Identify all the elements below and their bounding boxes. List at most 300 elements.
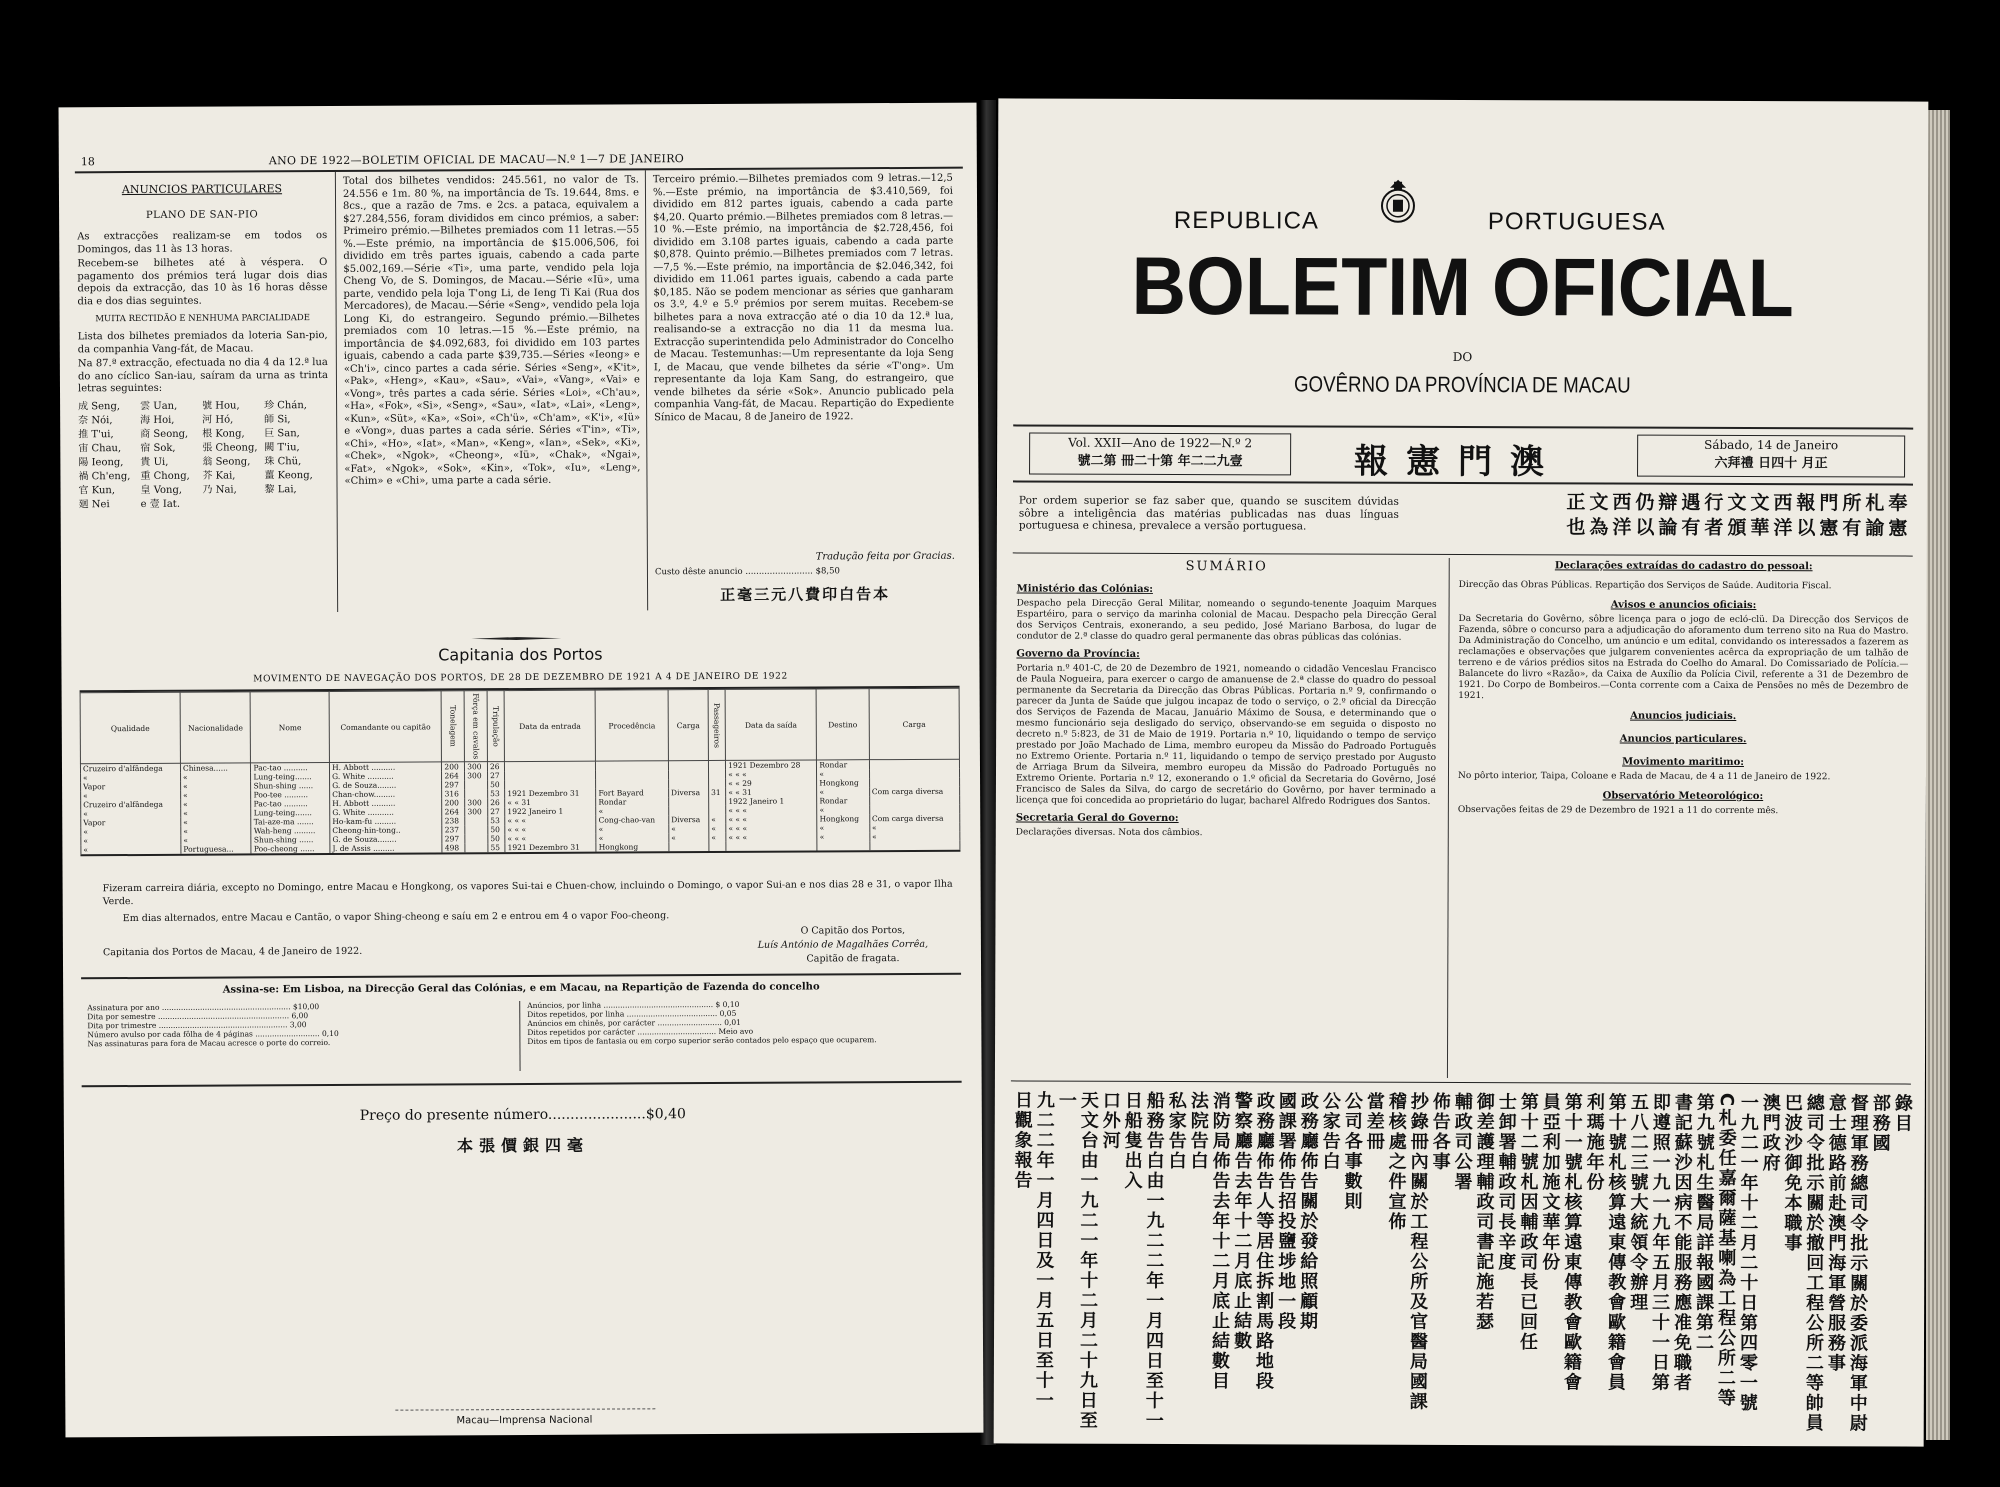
letter: 商 Seong, xyxy=(140,428,189,440)
table-cell xyxy=(869,769,959,778)
chinese-glyph: 憲 xyxy=(1819,517,1839,540)
table-cell: 1921 Dezembro 28 xyxy=(726,760,817,770)
observatorio-text: Observações feitas de 29 de Dezembro de 1921 a 11 do corrente mês. xyxy=(1457,804,1779,817)
table-cell: « xyxy=(817,823,869,832)
table-cell xyxy=(465,816,488,825)
table-cell: « « « xyxy=(505,816,596,825)
chinese-toc-column: 總司令批示關於撤回工程公所二等帥員 xyxy=(1802,1093,1825,1434)
assina-line: Número avulso por cada fôlha de 4 páginas ........................... 0,10 xyxy=(87,1028,339,1040)
table-cell: Hongkong xyxy=(596,842,669,851)
table-cell: « xyxy=(596,833,669,842)
notice-chinese-column xyxy=(1818,491,1840,551)
chinese-toc-column: 佈告各事 xyxy=(1429,1091,1451,1172)
plano-title: PLANO DE SAN-PIO xyxy=(145,209,259,221)
table-cell: G. de Souza........ xyxy=(330,834,442,844)
volume-box xyxy=(1029,432,1291,475)
table-cell: 31 xyxy=(709,788,726,797)
table-cell: « xyxy=(181,835,252,844)
right-page xyxy=(994,98,1929,1446)
table-cell xyxy=(505,780,596,789)
table-cell xyxy=(817,841,869,850)
table-cell: 200 xyxy=(442,798,465,807)
col-nome: Nome xyxy=(251,692,330,763)
table-cell: « « 31 xyxy=(726,787,817,796)
assina-line: Nas assinaturas para fora de Macau acresce o porte do correio. xyxy=(87,1038,331,1049)
chinese-toc-column: 員亞利加施文華年份 xyxy=(1539,1092,1561,1273)
chinese-glyph: 仍 xyxy=(1635,491,1655,514)
avisos-heading: Avisos e anuncios oficiais: xyxy=(1610,599,1757,612)
chinese-toc-column: 公家告白 xyxy=(1319,1091,1341,1172)
letter: 皇 Vong, xyxy=(140,484,183,496)
table-cell: 300 xyxy=(465,771,488,780)
date-box xyxy=(1637,435,1905,478)
table-cell: Lung-teing....... xyxy=(251,772,330,781)
chinese-toc-column: 輔政司公署 xyxy=(1451,1091,1473,1193)
table-cell: Pac-tao .......... xyxy=(251,799,330,808)
table-cell: 300 xyxy=(465,762,488,772)
table-cell xyxy=(465,825,488,834)
masthead-do: DO xyxy=(1452,349,1473,365)
chinese-toc-column: 書記蘇沙因病不能服務應准免職者 xyxy=(1670,1092,1693,1393)
volume-chinese: 號二第 冊二十第 年二二九壹 xyxy=(1077,453,1243,470)
table-cell: 316 xyxy=(442,789,465,798)
col-tonelagem: Tonelagem xyxy=(442,691,465,762)
table-cell: 53 xyxy=(488,816,505,825)
table-cell: « xyxy=(817,787,869,796)
table-cell: 264 xyxy=(442,771,465,780)
table-cell xyxy=(869,778,959,787)
notice-chinese-column xyxy=(1565,490,1587,550)
table-cell: « « « xyxy=(726,823,817,832)
notice-chinese-column xyxy=(1611,491,1633,551)
governo-heading: Governo da Província: xyxy=(1016,648,1140,660)
letters-col-1 xyxy=(78,399,141,511)
subscription-box xyxy=(81,973,962,1088)
chinese-toc-column: 口外河 xyxy=(1099,1090,1121,1151)
table-cell: « xyxy=(181,808,252,817)
col-nacionalidade: Nacionalidade xyxy=(180,692,251,763)
chinese-glyph: 以 xyxy=(1796,517,1816,540)
notice-chinese-column xyxy=(1726,491,1748,551)
masthead-chinese: 報憲門澳 xyxy=(1354,441,1563,483)
table-cell: 300 xyxy=(465,798,488,807)
declaracoes-text: Direcção das Obras Públicas. Repartição dos Serviços de Saúde. Auditoria Fiscal. xyxy=(1458,579,1832,592)
sumario-left xyxy=(1016,558,1437,839)
secretaria-heading: Secretaria Geral do Governo: xyxy=(1015,812,1179,825)
table-cell: « xyxy=(81,791,181,801)
chinese-toc-column: 政務廳佈告關於發給照顧期 xyxy=(1297,1091,1319,1332)
anuncios-judiciais: Anuncios judiciais. xyxy=(1630,710,1737,722)
col-data-saida: Data da saída xyxy=(725,689,817,761)
table-cell: Rondar xyxy=(596,797,669,806)
imprensa: Macau—Imprensa Nacional xyxy=(456,1414,593,1427)
chinese-glyph: 論 xyxy=(1658,516,1678,539)
table-cell: Vapor xyxy=(81,782,181,792)
table-cell: « xyxy=(181,826,252,835)
table-cell xyxy=(709,842,726,851)
letter: 乃 Nai, xyxy=(202,483,237,496)
para-lista: Lista dos bilhetes premiados da loteria San-pio, da companhia Vang-fát, de Macau. xyxy=(77,330,328,355)
chinese-glyph: 文 xyxy=(1589,491,1609,514)
notice-chinese-column xyxy=(1703,491,1725,551)
col-destino: Destino xyxy=(816,689,869,760)
chinese-toc-column: C札委任嘉爾薩基喇為工程公所二等 xyxy=(1714,1092,1737,1409)
chinese-toc-column: 督理軍務總司令批示關於委派海軍中尉 xyxy=(1846,1093,1869,1434)
chinese-toc-column: 意士德路前赴澳門海軍營服務事 xyxy=(1824,1093,1847,1374)
col-forca: Fôrça em cavalos xyxy=(464,691,487,762)
chinese-toc-column: 利瑪施年份 xyxy=(1583,1092,1605,1193)
table-cell: Wah-heng ......... xyxy=(251,826,330,835)
secretaria-text: Declarações diversas. Nota dos câmbios. xyxy=(1015,827,1203,839)
table-cell: « « « xyxy=(726,814,817,823)
notice-chinese-column xyxy=(1772,491,1794,551)
chinese-glyph: 為 xyxy=(1589,516,1609,539)
masthead-rule-2 xyxy=(1013,480,1913,485)
chinese-glyph: 有 xyxy=(1842,517,1862,540)
chinese-glyph: 所 xyxy=(1842,492,1862,515)
letter: 官 Kun, xyxy=(78,484,116,496)
chinese-glyph: 札 xyxy=(1865,492,1885,515)
letter: 根 Kong, xyxy=(202,427,245,440)
col-data-entrada: Data da entrada xyxy=(504,690,596,762)
table-cell: Ho-kam-fu ......... xyxy=(330,816,442,826)
table-cell: « xyxy=(81,809,181,819)
column-rule xyxy=(335,172,338,612)
table-cell: 300 xyxy=(465,807,488,816)
table-cell: « xyxy=(181,781,252,790)
chinese-table-of-contents xyxy=(1012,1090,1913,1433)
table-cell: 53 xyxy=(488,789,505,798)
letters-grid xyxy=(78,399,329,512)
chinese-toc-column: 九二二年一月四日及一月五日至十一 xyxy=(1032,1090,1055,1411)
letter: 成 Seng, xyxy=(78,400,121,412)
table-cell: 264 xyxy=(442,807,465,816)
ministerio-heading: Ministério das Colónias: xyxy=(1016,583,1153,595)
table-cell: Pac-tao .......... xyxy=(251,763,330,773)
traducao: Tradução feita por Gracias. xyxy=(815,550,955,563)
letter: 宙 Chau, xyxy=(78,442,122,454)
sumario-right xyxy=(1458,560,1909,818)
chinese-toc-column: 消防局佈告去年十二月底止結數目 xyxy=(1208,1091,1231,1392)
column-rule xyxy=(645,170,648,610)
letter: 陽 Ieong, xyxy=(78,456,124,468)
table-cell xyxy=(596,761,669,771)
running-head: ANO DE 1922—BOLETIM OFICIAL DE MACAU—N.º 1—7 DE JANEIRO xyxy=(268,152,685,168)
table-cell: « « « xyxy=(726,769,817,778)
letter: 海 Hoi, xyxy=(140,414,175,426)
notice-chinese-column xyxy=(1864,491,1886,551)
table-cell: 297 xyxy=(442,780,465,789)
chinese-toc-column: 巴波沙御免本職事 xyxy=(1781,1093,1803,1254)
col-qualidade: Qualidade xyxy=(80,692,180,764)
letter: 巨 San, xyxy=(264,427,300,439)
table-cell: 55 xyxy=(488,843,505,852)
custo-chinese: 正毫三元八費印白告本 xyxy=(720,584,891,604)
chinese-glyph: 也 xyxy=(1566,516,1586,539)
premios-column: Total dos bilhetes vendidos: 245.561, no valor de Ts. 24.556 e 1m. 80 %, na importância de Ts. 19.644, 8ms. e 8cs., que a razão de 7ms. e 2cs. a pataca, equivalem a $27.284,556, foram divididos em cinco prémios, a saber: Primeiro prémio.—Bilhetes premiados com 11 letras.—55 %.—Este prémio, na importância de $15.006,506, foi dividido em três partes iguais, cabendo a cada parte $5.002,169.—Série «Ti», uma parte, vendido pela loja Cheng Vo, de S. Domingos, de Macau.—Série «Iü», uma parte, vendido pela loja T'ong Li, de Ieng Ti Kai (Rua dos Mercadores), de Macau.—Série «Seng», vendido pela loja Long Ki, do estrangeiro. Segundo prémio.—Bilhetes premiados com 10 letras.—15 %.—Este prémio, na importância de $4.092,683, foi dividido em 103 partes iguais, cabendo a cada parte $39,735.—Séries «Ieong» e «Ch'i», cinco partes a cada série. Séries «Seng», «K'it», «Pak», «Heng», «Kau», «Sau», «Vai», «Vang», «Vai» e «Vong», três partes a cada série. Séries «Loi», «Ch'au», «Ha», «Fok», «Si», «Seng», «Sau», «Iat», «Lai», «Leng», «Kun», «Süt», «Ka», «Soi», «Ch'ü», «Ch'am», «K'i», «Iü» e «Vong», duas partes a cada série. Séries «T'in», «Ti», «Chi», «Ho», «Iat», «Man», «Keng», «Ian», «Sek», «Ki», «Chek», «Ngok», «Cheong», «Iü», «Chak», «Ngai», «Fat», «Ngok», «Sok», «Kin», «Tok», «Iu», «Leng», «Chim» e «Chi», uma parte a cada série. xyxy=(342,174,641,487)
table-cell: « xyxy=(669,833,709,842)
chinese-glyph: 門 xyxy=(1819,492,1839,515)
letter: 河 Hó, xyxy=(202,414,234,426)
chinese-glyph: 憲 xyxy=(1888,517,1908,540)
table-cell: « « « xyxy=(505,834,596,843)
chinese-toc-column: 錄目 xyxy=(1891,1093,1913,1134)
letter: 雲 Uan, xyxy=(140,400,178,412)
table-cell: « xyxy=(817,832,869,841)
notice-chinese-column xyxy=(1680,491,1702,551)
anuncios-title: ANUNCIOS PARTICULARES xyxy=(121,182,283,197)
page-edges xyxy=(1926,110,1950,1440)
col-carga: Carga xyxy=(668,690,708,761)
table-cell: Shun-shing ...... xyxy=(251,835,330,844)
table-cell: 50 xyxy=(488,825,505,834)
notice-rule xyxy=(1013,552,1913,556)
chinese-toc-column: 船務告白由一九二二年一月四日至十一日船隻出入 xyxy=(1121,1090,1165,1431)
table-cell xyxy=(726,841,817,850)
table-cell: « xyxy=(596,824,669,833)
letter: 貴 Ui, xyxy=(140,456,169,468)
chinese-glyph: 報 xyxy=(1796,492,1816,515)
table-cell: Diversa xyxy=(669,815,709,824)
sumario-title: SUMÁRIO xyxy=(1185,559,1268,575)
chinese-toc-column: 警察廳告去年十二月底止結數 xyxy=(1230,1091,1253,1352)
date-label: Sábado, 14 de Janeiro xyxy=(1704,437,1839,453)
table-cell: Vapor xyxy=(81,818,181,828)
table-cell: Shun-shing ...... xyxy=(251,781,330,790)
table-cell: Tai-aze-ma ....... xyxy=(251,817,330,826)
table-cell xyxy=(709,779,726,788)
table-cell: Com carga diversa xyxy=(869,787,959,796)
table-cell: « xyxy=(709,824,726,833)
signature-rank: Capitão de fragata. xyxy=(806,953,900,965)
col-procedencia: Procedência xyxy=(595,690,668,761)
signature-title: O Capitão dos Portos, xyxy=(800,924,906,937)
chinese-glyph: 遇 xyxy=(1681,491,1701,514)
table-cell: 200 xyxy=(442,762,465,772)
letter: 珍 Chán, xyxy=(264,399,307,411)
para-extraccao87: Na 87.ª extracção, efectuada no dia 4 da 12.ª lua do ano cíclico San-iau, saíram da urna as trinta letras seguintes: xyxy=(77,357,328,395)
movimento-heading: Movimento maritimo: xyxy=(1622,756,1744,768)
table-cell: « xyxy=(869,823,959,832)
notice-chinese-column xyxy=(1588,490,1610,550)
table-cell xyxy=(668,779,708,788)
letters-col-2 xyxy=(140,399,203,511)
table-cell xyxy=(505,761,596,771)
ornament-rule xyxy=(471,637,561,640)
governo-text: Portaria n.º 401-C, de 20 de Dezembro de 1921, nomeando o cidadão Venceslau Francisco de Paula Nogueira, para exercer o cargo de amanuense de 2.ª classe do quadro do pessoal permanente da Secretaria da Direcção das Obras Públicas. Portaria n.º 9, confirmando o parecer da Junta de Saúde que julgou incapaz de todo o serviço, o 2.º oficial da Direcção dos Serviços de Fazenda de Macau, Januário Máximo de Sousa, e determinando que o mesmo funcionário seja desligado do serviço, observando-se em seguida o disposto no decreto n.º 5:823, de 31 de Maio de 1919. Portaria n.º 10, liquidando o tempo de serviço prestado por João Machado de Lima, membro europeu da Missão do Padroado Português no Extremo Oriente. Portaria n.º 11, liquidando o tempo de serviço prestado por Augusto de Arriaga Brum da Silveira, membro europeu da Missão do Padroado Português no Extremo Oriente. Portaria n.º 12, exonerando o 1.º oficial da Secretaria do Govêrno, José Francisco de Sales da Silva, do cargo de secretário do Govêrno, por haver terminado a licença que foi concedida ao proprietário do lugar, bacharel Alfredo Rodrigues dos Santos. xyxy=(1015,663,1437,807)
table-cell: Poo-cheong ...... xyxy=(251,844,330,853)
chinese-glyph: 奉 xyxy=(1888,492,1908,515)
chinese-toc-column: 國課署佈告招投鹽埗地一段 xyxy=(1275,1091,1297,1332)
chinese-glyph: 者 xyxy=(1704,516,1724,539)
movimento-title: MOVIMENTO DE NAVEGAÇÃO DOS PORTOS, DE 28 DE DEZEMBRO DE 1921 A 4 DE JANEIRO DE 1922 xyxy=(253,671,788,685)
chinese-glyph: 西 xyxy=(1612,491,1632,514)
table-cell: Cong-chao-van xyxy=(596,815,669,824)
chinese-toc-column: 御差護理輔政司書記施若瑟 xyxy=(1473,1092,1495,1333)
avisos-text: Da Secretaria do Govêrno, sôbre licença para o jogo de ecló-clü. Da Direcção dos Serviços de Fazenda, sôbre o concurso para a adjudicação do aforamento dum terreno sito na Rua do Mastro. Da Administração do Concelho, um anúncio e um edital, convidando os interessados a fazerem as reclamações e observações que julgarem convenientes acêrca da expropriação de um talhão de terreno e de vários prédios sitos na Estrada do Coelho do Amaral. Do Comissariado de Polícia.—Balancete do livro «Razão», da Caixa de Auxílio da Polícia Civil, referente a 31 de Dezembro de 1921. Do Corpo de Bombeiros.—Conta corrente com a Caixa de Pensões no mês de Dezembro de 1921. xyxy=(1458,613,1909,702)
assina-line: Assinatura por ano ...................................................... $10,00 xyxy=(87,1002,320,1013)
chinese-toc-column: 士卸署輔政司長辛度 xyxy=(1495,1092,1517,1273)
note-alternados: Em dias alternados, entre Macau e Cantão, o vapor Shing-cheong e saíu em 2 e entrou em 4 o vapor Foo-cheong. xyxy=(122,910,670,925)
table-cell: Chan-chow......... xyxy=(330,789,442,799)
table-cell xyxy=(709,806,726,815)
letter: 宿 Sok, xyxy=(140,442,176,454)
navigation-table xyxy=(80,686,961,857)
table-cell: « xyxy=(817,805,869,814)
chinese-toc-column: 當差冊 xyxy=(1363,1091,1385,1152)
table-cell: J. de Assis ......... xyxy=(330,843,442,853)
table-cell xyxy=(668,770,708,779)
assina-left xyxy=(87,1001,507,1048)
table-cell: « xyxy=(181,799,252,808)
letters-col-3 xyxy=(202,399,265,511)
declaracoes-heading: Declarações extraídas do cadastro do pessoal: xyxy=(1554,560,1813,573)
chinese-glyph: 華 xyxy=(1750,517,1770,540)
movimento-text: No pôrto interior, Taipa, Coloane e Rada de Macau, de 4 a 11 de Janeiro de 1922. xyxy=(1457,770,1831,783)
letter: 黎 Lai, xyxy=(264,483,297,495)
observatorio-heading: Observatório Meteorológico: xyxy=(1602,790,1764,803)
chinese-glyph: 正 xyxy=(1566,491,1586,514)
anuncios-column xyxy=(77,176,329,512)
premios-column-2 xyxy=(653,173,955,605)
table-cell: « xyxy=(181,790,252,799)
assina-line: Anúncios em chinês, por carácter ........................... 0,01 xyxy=(527,1017,741,1028)
table-cell: Chinesa...... xyxy=(180,763,251,773)
table-cell: Hongkong xyxy=(817,778,869,787)
letter: 廻 Nei xyxy=(78,498,110,510)
para-extraccoes: As extracções realizam-se em todos os Domingos, das 11 às 13 horas. xyxy=(77,230,328,255)
letter: 張 Cheong, xyxy=(202,441,258,454)
preco-chinese: 本張價銀四毫 xyxy=(456,1135,590,1156)
table-cell: 27 xyxy=(488,807,505,816)
coat-of-arms-icon xyxy=(1376,176,1420,226)
chinese-toc-column: 抄錄冊內關於工程公所及官醫局國課 xyxy=(1406,1091,1429,1412)
masthead-governo: GOVÊRNO DA PROVÍNCIA DE MACAU xyxy=(1293,371,1631,398)
col-passageiros: Passageiros xyxy=(708,689,726,760)
table-cell: Rondar xyxy=(817,760,869,770)
page-number: 18 xyxy=(80,155,95,169)
chinese-glyph: 文 xyxy=(1750,492,1770,515)
imprensa-rule xyxy=(395,1408,655,1410)
chinese-glyph: 頒 xyxy=(1727,516,1747,539)
table-cell: Fort Bayard xyxy=(596,788,669,797)
table-cell xyxy=(465,780,488,789)
table-cell xyxy=(505,771,596,780)
ministerio-text: Despacho pela Direcção Geral Militar, nomeando o segundo-tenente Joaquim Marques Espartéiro, para o serviço da marinha colonial de Macau. Despacho pela Direcção Geral dos Serviços Centrais, exonerando, a seu pedido, José Mariano Barbosa, do lugar de condutor de 2.ª classe do quadro geral permanente das obras públicas das colónias. xyxy=(1016,598,1437,643)
table-cell: « xyxy=(669,824,709,833)
chinese-toc-column: 第十一號札核算遠東傳教會歐籍會 xyxy=(1560,1092,1583,1393)
assina-right xyxy=(527,999,947,1046)
assina-line: Ditos em tipos de fantasia ou em corpo superior serão contados pelo espaço que ocuparem. xyxy=(527,1035,877,1046)
table-cell: « « 31 xyxy=(505,798,596,807)
letter: e 壹 Iat. xyxy=(140,498,181,510)
preco: Preço do presente número......................$0,40 xyxy=(359,1106,686,1124)
table-cell: H. Abbott .......... xyxy=(330,798,442,808)
table-cell xyxy=(870,841,960,850)
table-cell: 50 xyxy=(488,834,505,843)
place-date: Capitania dos Portos de Macau, 4 de Janeiro de 1922. xyxy=(102,945,363,959)
table-cell: Poo-tee .......... xyxy=(251,790,330,799)
assina-title: Assina-se: Em Lisboa, na Direcção Geral das Colónias, e em Macau, na Repartição de Fazenda do concelho xyxy=(222,981,820,996)
ship-table-body xyxy=(80,759,959,854)
table-cell: 238 xyxy=(442,816,465,825)
table-cell xyxy=(708,760,725,770)
assina-line: Ditos repetidos, por linha ...................................... 0,05 xyxy=(527,1008,737,1019)
note-carreira: Fizeram carreira diária, excepto no Domingo, entre Macau e Hongkong, os vapores Sui-tai e Chuen-chow, incluindo o Domingo, o vapor Sui-an e nos dias 28 e 31, o vapor Ilha Verde. xyxy=(102,878,953,907)
table-cell xyxy=(669,842,709,851)
chinese-glyph: 洋 xyxy=(1612,516,1632,539)
chinese-toc-column: 一九二一年十二月二十日第四零一號 xyxy=(1736,1092,1759,1414)
para-bilhetes: Recebem-se bilhetes até à véspera. O pagamento dos prémios terá lugar dois dias depois da extracção, das 10 às 16 horas dêsse dia e dos dias seguintes. xyxy=(77,257,328,307)
table-cell: Cruzeiro d'alfândega xyxy=(81,800,181,810)
sumario-divider xyxy=(1447,558,1450,1078)
chinese-toc-column: 第九號札生醫局詳報國課第二 xyxy=(1692,1092,1715,1353)
col-carga-saida: Carga xyxy=(869,688,960,760)
notice-chinese-column xyxy=(1657,491,1679,551)
assina-line: Anúncios, por linha .............................................. $ 0,10 xyxy=(527,999,740,1010)
notice-chinese-column xyxy=(1749,491,1771,551)
table-cell xyxy=(709,770,726,779)
table-cell: 26 xyxy=(488,798,505,807)
ship-table xyxy=(80,688,961,855)
left-page xyxy=(59,103,984,1438)
table-cell: « xyxy=(81,845,181,855)
box-divider xyxy=(519,1001,520,1071)
table-cell: « xyxy=(596,806,669,815)
chinese-toc-column: 政務廳佈告人等居住拆割馬路地段 xyxy=(1252,1091,1275,1392)
rectidao: MUITA RECTIDÃO E NENHUMA PARCIALIDADE xyxy=(95,313,310,325)
chinese-toc-column: 第十號札核算遠東傳教會歐籍會員 xyxy=(1604,1092,1627,1393)
letters-col-4 xyxy=(264,399,327,511)
sumario-rule xyxy=(1011,1080,1911,1084)
table-cell: 1922 Janeiro 1 xyxy=(505,807,596,816)
chinese-glyph: 行 xyxy=(1704,491,1724,514)
table-cell: 1922 Janeiro 1 xyxy=(726,796,817,805)
assina-line: Dita por trimestre ...................................................... 3,00 xyxy=(87,1020,307,1031)
assina-line: Ditos repetidos por carácter ................................. Meio avo xyxy=(527,1026,754,1037)
chinese-glyph: 辯 xyxy=(1658,491,1678,514)
letter: 翁 Seong, xyxy=(202,455,251,468)
notice-chinese-column xyxy=(1887,491,1909,551)
table-cell: G. de Souza........ xyxy=(330,780,442,790)
letter: 闕 T'iu, xyxy=(264,441,300,453)
table-cell xyxy=(596,770,669,779)
chinese-toc-column: 日觀象報告 xyxy=(1011,1090,1033,1191)
chinese-toc-column: 法院告白 xyxy=(1187,1091,1209,1172)
chinese-glyph: 文 xyxy=(1727,491,1747,514)
table-cell: 1921 Dezembro 31 xyxy=(505,843,596,852)
table-cell: « « « xyxy=(726,832,817,841)
premios-text: Terceiro prémio.—Bilhetes premiados com 9 letras.—12,5 %.—Este prémio, na importância de $3.410,569, foi dividido em 812 partes iguais, cabendo a cada parte $4,20. Quarto prémio.—Bilhetes premiados com 8 letras.—10 %.—Este prémio, na importância de $2.728,456, foi dividido em 3.108 partes iguais, cabendo a cada parte $0,878. Quinto prémio.—Bilhetes premiados com 7 letras.—7,5 %.—Este prémio, na importância de $2.046,342, foi dividido em 11.061 partes iguais, cabendo a cada parte $0,185. Não se podem mencionar as séries que ganharam os 3.º, 4.º e 5.º prémios por serem muitas. Recebem-se bilhetes para a nova extracção até o dia 10 da 12.ª lua, realisando-se a extracção no dia 11 da mesma lua. Extracção superintendida pelo Administrador do Concelho de Macau. Testemunhas:—Um representante da loja Seng I, de Macau, que vende bilhetes da série «T'ong». Um representante da loja Kam Sang, do estrangeiro, que vende bilhetes da série «Sok». Anuncio publicado pela companhia Vang-fát, de Macau. Repartição do Expediente Sínico de Macau, 8 de Janeiro de 1922. xyxy=(652,172,955,423)
republica-right: PORTUGUESA xyxy=(1487,208,1666,236)
notice-chinese-column xyxy=(1841,491,1863,551)
col-comandante: Comandante ou capitão xyxy=(329,691,442,763)
chinese-glyph: 西 xyxy=(1773,492,1793,515)
chinese-toc-column: 澳門政府 xyxy=(1759,1093,1781,1174)
chinese-glyph: 以 xyxy=(1635,516,1655,539)
table-cell: « xyxy=(81,827,181,837)
chinese-glyph: 諭 xyxy=(1865,517,1885,540)
table-cell: « xyxy=(81,773,181,783)
table-cell xyxy=(465,834,488,843)
table-cell: G. White ........... xyxy=(330,807,442,817)
table-cell: Portuguesa... xyxy=(181,844,252,853)
republica-left: REPUBLICA xyxy=(1173,206,1320,235)
table-cell: « xyxy=(181,817,252,826)
table-cell: « xyxy=(817,769,869,778)
table-cell: « xyxy=(709,815,726,824)
chinese-toc-column: 部務國 xyxy=(1869,1093,1891,1154)
